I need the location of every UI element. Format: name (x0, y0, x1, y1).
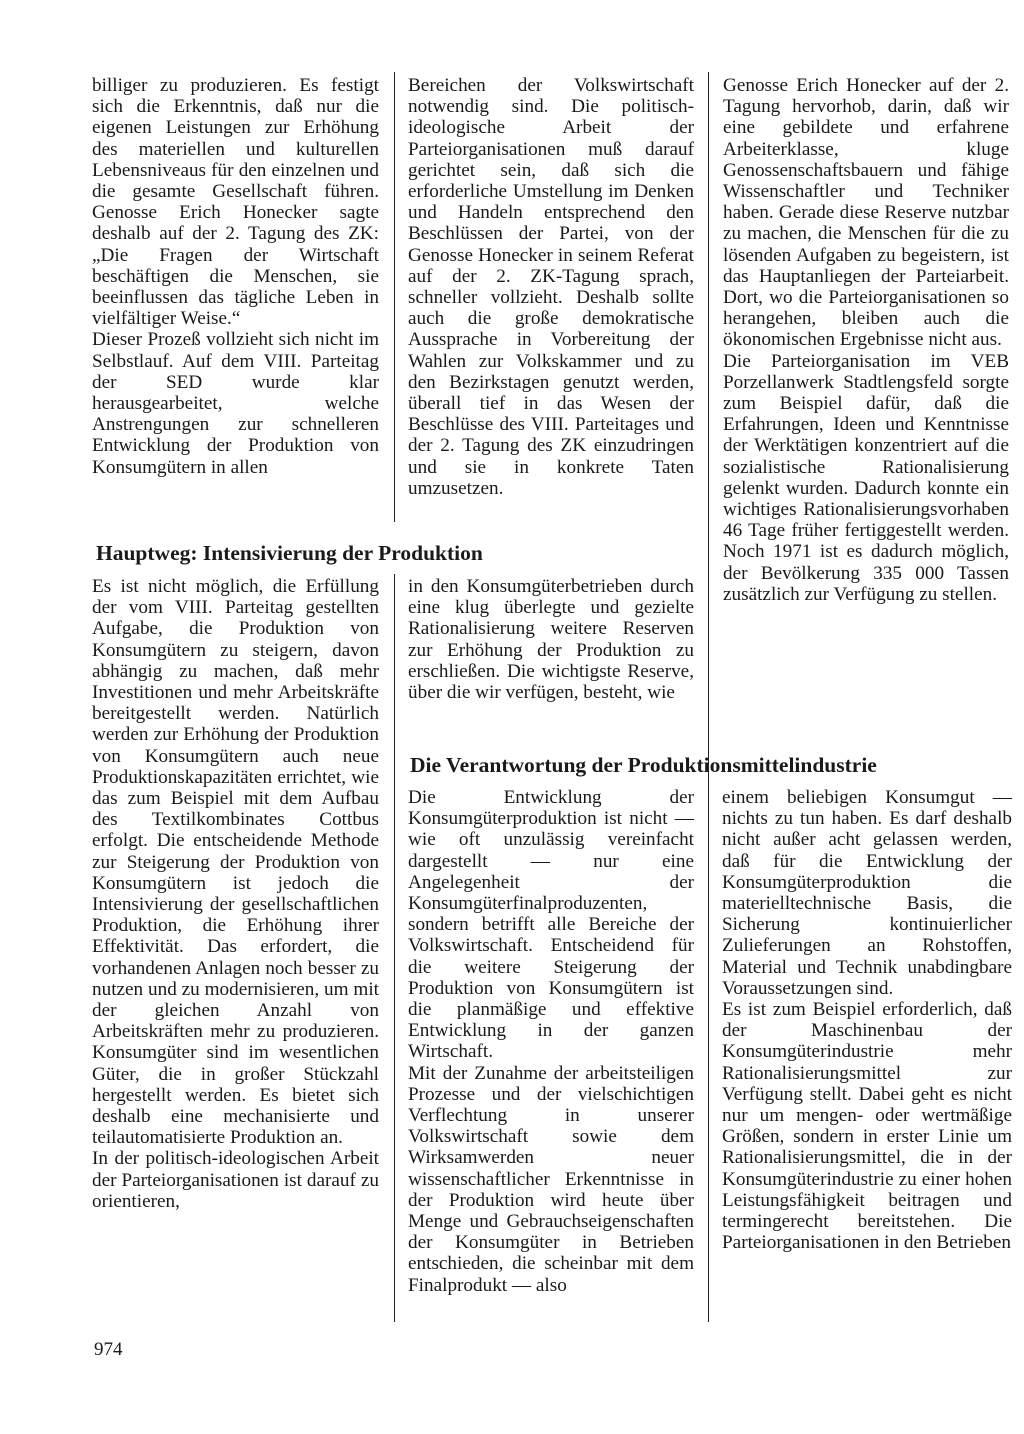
paragraph: Bereichen der Volkswirtschaft notwendig sind. Die politisch-ideologische Arbeit der Parteiorganisationen muß darauf gerichtet sein, daß sich die erforderliche Umstellung im Denken und Handeln entsprechend den Beschlüssen der Partei, von der Genosse Honecker in seinem Referat auf der 2. ZK-Tagung sprach, schneller vollzieht. Deshalb sollte auch die große demokratische Aussprache in Vorbereitung der Wahlen zur Volkskammer und zu den Bezirkstagen genutzt werden, überall tief in das Wesen der Beschlüsse des VIII. Parteitages und der 2. Tagung des ZK einzudringen und sie in konkrete Taten umzusetzen. (408, 75, 694, 499)
paragraph: billiger zu produzieren. Es festigt sich die Erkenntnis, daß nur die eigenen Leistungen zur Erhöhung des materiellen und kulturellen Lebensniveaus für den einzelnen und die gesamte Gesellschaft führen. Genosse Erich Honecker sagte deshalb auf der 2. Tagung des ZK: „Die Fragen der Wirtschaft beschäftigen die Menschen, sie beeinflussen das tägliche Leben in vielfältiger Weise.“ (92, 75, 379, 330)
paragraph: einem beliebigen Konsumgut — nichts zu tun haben. Es darf deshalb nicht außer acht gelassen werden, daß für die Entwicklung der Konsumgüterproduktion die materielltechnische Basis, die Sicherung kontinuierlicher Zulieferungen an Rohstoffen, Material und Technik unabdingbare Voraussetzungen sind. (722, 787, 1012, 999)
paragraph: Die Entwicklung der Konsumgüterproduktion ist nicht — wie oft unzulässig vereinfacht dargestellt — nur eine Angelegenheit der Konsumgüterfinalproduzenten, sondern betrifft alle Bereiche der Volkswirtschaft. Entscheidend für die weitere Steigerung der Produktion von Konsumgütern ist die planmäßige und effektive Entwicklung in der ganzen Wirtschaft. (408, 787, 694, 1063)
paragraph: In der politisch-ideologischen Arbeit der Parteiorganisationen ist darauf zu orientieren, (92, 1148, 379, 1212)
text-column-top-left (92, 75, 379, 478)
paragraph: Genosse Erich Honecker auf der 2. Tagung hervorhob, darin, daß wir eine gebildete und erfahrene Arbeiterklasse, kluge Genossenschaftsbauern und fähige Wissenschaftler und Techniker haben. Gerade diese Reserve nutzbar zu machen, die Menschen für die zu lösenden Aufgaben zu begeistern, ist das Hauptanliegen der Parteiarbeit. Dort, wo die Parteiorganisationen so herangehen, bleiben auch die ökonomischen Ergebnisse nicht aus. (723, 75, 1009, 351)
text-column-right-lower (722, 787, 1012, 1253)
paragraph: Es ist zum Beispiel erforderlich, daß der Maschinenbau der Konsumgüterindustrie mehr Rationalisierungsmittel zur Verfügung stellt. Dabei geht es nicht nur um mengen- oder wertmäßige Größen, sondern in erster Linie um Rationalisierungsmittel, die in der Konsumgüterindustrie zu einer hohen Leistungsfähigkeit beitragen und termingerecht bereitstehen. Die Parteiorganisationen in den Betrieben (722, 999, 1012, 1254)
page-number: 974 (94, 1339, 123, 1360)
section-heading: Hauptweg: Intensivierung der Produktion (96, 541, 483, 565)
column-divider (394, 72, 395, 522)
paragraph: in den Konsumgüterbetrieben durch eine klug überlegte und gezielte Rationalisierung weitere Reserven zur Erhöhung der Produktion zu erschließen. Die wichtigste Reserve, über die wir verfügen, besteht, wie (408, 576, 694, 704)
column-divider (394, 574, 395, 1322)
text-column-middle-mid (408, 576, 694, 703)
text-column-left-lower (92, 576, 379, 1212)
paragraph: Mit der Zunahme der arbeitsteiligen Prozesse und der vielschichtigen Verflechtung in unserer Volkswirtschaft sowie dem Wirksamwerden neuer wissenschaftlicher Erkenntnisse in der Produktion wird heute über Menge und Gebrauchseigenschaften der Konsumgüter in Betrieben entschieden, die scheinbar mit dem Finalprodukt — also (408, 1062, 694, 1296)
text-column-right-upper (723, 75, 1009, 605)
text-column-top-middle (408, 75, 694, 499)
section-heading: Die Verantwortung der Produktionsmittelindustrie (410, 753, 877, 777)
text-column-middle-lower (408, 787, 694, 1296)
paragraph: Dieser Prozeß vollzieht sich nicht im Selbstlauf. Auf dem VIII. Parteitag der SED wurde klar herausgearbeitet, welche Anstrengungen zur schnelleren Entwicklung der Produktion von Konsumgütern in allen (92, 329, 379, 478)
paragraph: Die Parteiorganisation im VEB Porzellanwerk Stadtlengsfeld sorgte zum Beispiel dafür, daß die Erfahrungen, Ideen und Kenntnisse der Werktätigen konzentriert auf die sozialistische Rationalisierung gelenkt wurden. Dadurch konnte ein wichtiges Rationalisierungsvorhaben 46 Tage früher fertiggestellt werden. Noch 1971 ist es dadurch möglich, der Bevölkerung 335 000 Tassen zusätzlich zur Verfügung zu stellen. (723, 350, 1009, 605)
column-divider (708, 72, 709, 824)
column-divider (708, 786, 709, 1322)
paragraph: Es ist nicht möglich, die Erfüllung der vom VIII. Parteitag gestellten Aufgabe, die Produktion von Konsumgütern zu steigern, davon abhängig zu machen, daß mehr Investitionen und mehr Arbeitskräfte bereitgestellt werden. Natürlich werden zur Erhöhung der Produktion von Konsumgütern auch neue Produktionskapazitäten errichtet, wie das zum Beispiel mit dem Aufbau des Textilkombinates Cottbus erfolgt. Die entscheidende Methode zur Steigerung der Produktion von Konsumgütern ist jedoch die Intensivierung der gesellschaftlichen Produktion, die Erhöhung ihrer Effektivität. Das erfordert, die vorhandenen Anlagen noch besser zu nutzen und zu modernisieren, um mit der gleichen Anzahl von Arbeitskräften mehr zu produzieren. Konsumgüter sind im wesentlichen Güter, die in großer Stückzahl hergestellt werden. Es bietet sich deshalb eine mechanisierte und teilautomatisierte Produktion an. (92, 576, 379, 1149)
